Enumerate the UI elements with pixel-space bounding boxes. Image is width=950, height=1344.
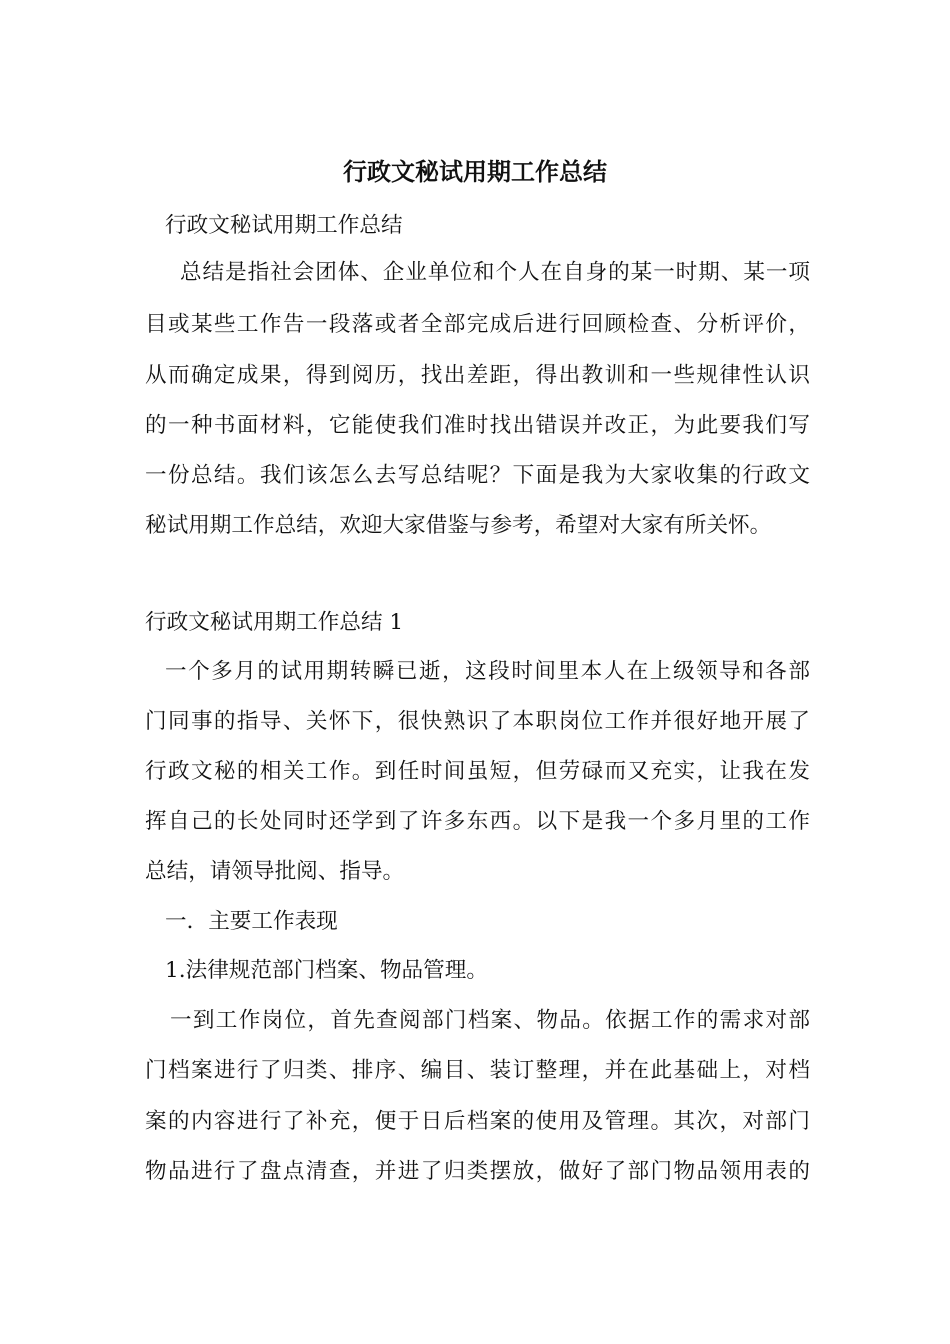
paragraph-line: 秘试用期工作总结，欢迎大家借鉴与参考，希望对大家有所关怀。 [145, 513, 772, 538]
paragraph-line: 案的内容进行了补充，便于日后档案的使用及管理。其次，对部门 [145, 1109, 810, 1134]
document-title: 行政文秘试用期工作总结 [343, 157, 607, 186]
paragraph-line: 目或某些工作告一段落或者全部完成后进行回顾检查、分析评价， [145, 312, 810, 337]
paragraph-line: 门档案进行了归类、排序、编目、装订整理，并在此基础上，对档 [145, 1058, 810, 1083]
subtitle-line: 行政文秘试用期工作总结 [165, 213, 403, 238]
subheading: 一．主要工作表现 [165, 909, 338, 934]
paragraph-line: 一份总结。我们该怎么去写总结呢？下面是我为大家收集的行政文 [145, 463, 810, 488]
paragraph-line: 的一种书面材料，它能使我们准时找出错误并改正，为此要我们写 [145, 413, 810, 438]
section-heading: 行政文秘试用期工作总结 1 [145, 610, 404, 635]
paragraph-line: 行政文秘的相关工作。到任时间虽短，但劳碌而又充实，让我在发 [145, 759, 810, 784]
paragraph-line: 物品进行了盘点清查，并进了归类摆放，做好了部门物品领用表的 [145, 1159, 810, 1184]
paragraph-line: 一个多月的试用期转瞬已逝，这段时间里本人在上级领导和各部 [165, 659, 810, 684]
paragraph-line: 从而确定成果，得到阅历，找出差距，得出教训和一些规律性认识 [145, 363, 810, 388]
paragraph-line: 总结，请领导批阅、指导。 [145, 859, 405, 884]
paragraph-line: 挥自己的长处同时还学到了许多东西。以下是我一个多月里的工作 [145, 809, 810, 834]
paragraph-line: 门同事的指导、关怀下，很快熟识了本职岗位工作并很好地开展了 [145, 709, 810, 734]
paragraph-line: 一到工作岗位，首先查阅部门档案、物品。依据工作的需求对部 [170, 1008, 810, 1033]
paragraph-line: 总结是指社会团体、企业单位和个人在自身的某一时期、某一项 [180, 260, 810, 285]
subheading: 1.法律规范部门档案、物品管理。 [165, 958, 488, 983]
